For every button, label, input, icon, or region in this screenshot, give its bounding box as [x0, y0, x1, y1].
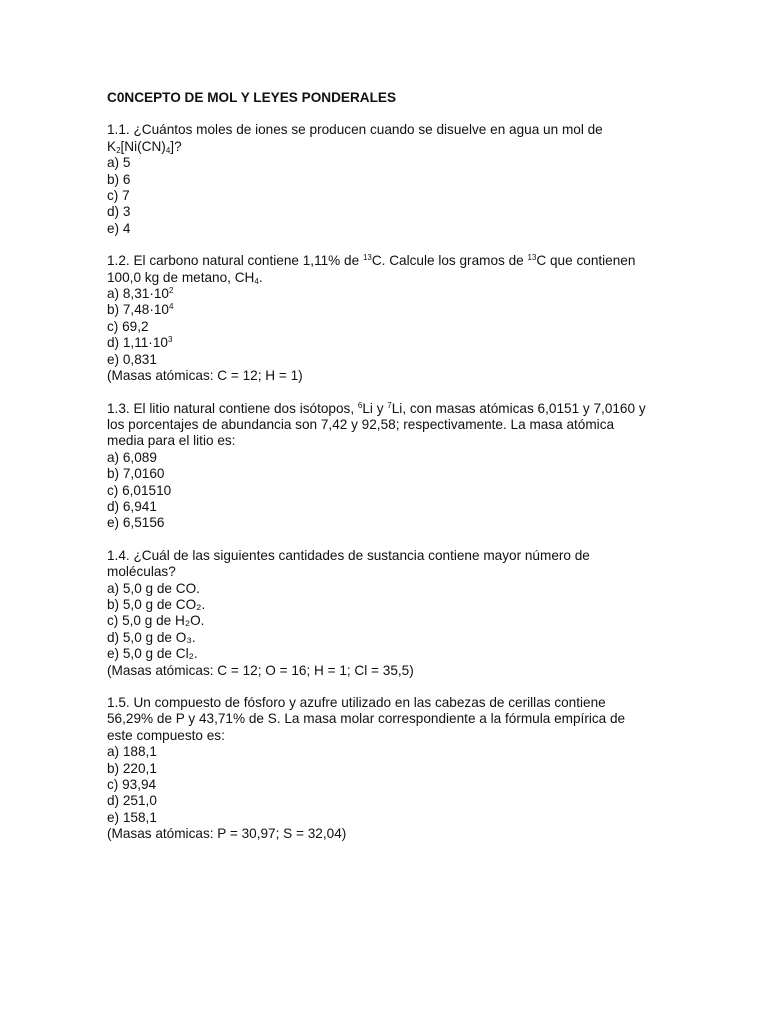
option-text: d) 1,11·10 [107, 335, 168, 351]
question-text [107, 401, 707, 417]
question-text [107, 253, 707, 269]
answer-option: c) 5,0 g de H₂O. [107, 613, 205, 629]
text-part: Li y [362, 400, 388, 416]
text-part: . [258, 269, 263, 285]
answer-option: c) 69,2 [107, 318, 149, 334]
question-text: este compuesto es: [107, 727, 225, 743]
isotope-superscript: 13 [527, 253, 537, 263]
question-1-4 [107, 548, 707, 679]
exponent: 2 [168, 286, 174, 296]
question-1-3 [107, 401, 707, 532]
formula-part: [Ni(CN) [120, 138, 166, 154]
question-formula [107, 139, 707, 155]
text-part: C que contienen [536, 253, 636, 269]
question-1-2 [107, 253, 707, 384]
question-text: 1.1. ¿Cuántos moles de iones se producen cuando se disuelve en agua un mol de [107, 122, 603, 138]
answer-option: e) 158,1 [107, 809, 157, 825]
question-text: moléculas? [107, 564, 176, 580]
answer-option: b) 6 [107, 171, 131, 187]
isotope-superscript: 13 [362, 253, 372, 263]
answer-option: c) 6,01510 [107, 482, 172, 498]
answer-option: a) 5 [107, 155, 131, 171]
exponent: 4 [168, 302, 174, 312]
answer-option: b) 220,1 [107, 760, 157, 776]
text-part: 1.3. El litio natural contiene dos isótopos, [107, 400, 358, 416]
answer-option: e) 6,5156 [107, 515, 165, 531]
formula-subscript: 4 [165, 145, 171, 155]
answer-option: a) 6,089 [107, 449, 157, 465]
answer-option: d) 6,941 [107, 498, 157, 514]
answer-option: e) 4 [107, 220, 131, 236]
option-text: b) 7,48·10 [107, 302, 169, 318]
question-text: media para el litio es: [107, 433, 236, 449]
text-part: 100,0 kg de metano, CH [107, 269, 255, 285]
answer-option: b) 5,0 g de CO₂. [107, 596, 206, 612]
answer-option [107, 302, 707, 318]
formula-subscript: 4 [254, 276, 259, 286]
formula-subscript: 2 [116, 145, 121, 155]
isotope-superscript: 6 [357, 400, 363, 410]
question-1-5 [107, 695, 707, 843]
answer-option: a) 5,0 g de CO. [107, 580, 200, 596]
answer-option: d) 251,0 [107, 793, 157, 809]
atomic-masses-note: (Masas atómicas: P = 30,97; S = 32,04) [107, 826, 347, 842]
answer-option: d) 5,0 g de O₃. [107, 629, 196, 645]
question-text: 1.5. Un compuesto de fósforo y azufre utilizado en las cabezas de cerillas contiene [107, 695, 606, 710]
question-text: los porcentajes de abundancia son 7,42 y 92,58; respectivamente. La masa atómica [107, 416, 615, 432]
formula-part: K [107, 138, 117, 154]
option-text: a) 8,31·10 [107, 286, 169, 302]
answer-option: c) 93,94 [107, 777, 157, 793]
answer-option [107, 286, 707, 302]
atomic-masses-note: (Masas atómicas: C = 12; H = 1) [107, 368, 303, 384]
atomic-masses-note: (Masas atómicas: C = 12; O = 16; H = 1; Cl = 35,5) [107, 662, 414, 678]
text-part: 1.2. El carbono natural contiene 1,11% de [107, 253, 363, 269]
text-part: Li, con masas atómicas 6,0151 y 7,0160 y [391, 400, 646, 416]
question-text [107, 270, 707, 286]
isotope-superscript: 7 [387, 400, 392, 410]
question-text: 1.4. ¿Cuál de las siguientes cantidades de sustancia contiene mayor número de [107, 547, 590, 563]
answer-option: a) 188,1 [107, 744, 157, 760]
formula-part: ]? [170, 138, 182, 154]
question-text: 56,29% de P y 43,71% de S. La masa molar correspondiente a la fórmula empírica de [107, 711, 626, 727]
answer-option [107, 335, 707, 351]
document-title: C0NCEPTO DE MOL Y LEYES PONDERALES [107, 90, 397, 105]
answer-option: e) 5,0 g de Cl₂. [107, 646, 198, 662]
question-1-1 [107, 122, 707, 237]
text-part: C. Calcule los gramos de [371, 253, 528, 269]
answer-option: e) 0,831 [107, 351, 157, 367]
answer-option: b) 7,0160 [107, 466, 165, 482]
answer-option: d) 3 [107, 204, 131, 220]
exponent: 3 [167, 335, 173, 345]
answer-option: c) 7 [107, 188, 130, 204]
document-page [107, 90, 707, 859]
